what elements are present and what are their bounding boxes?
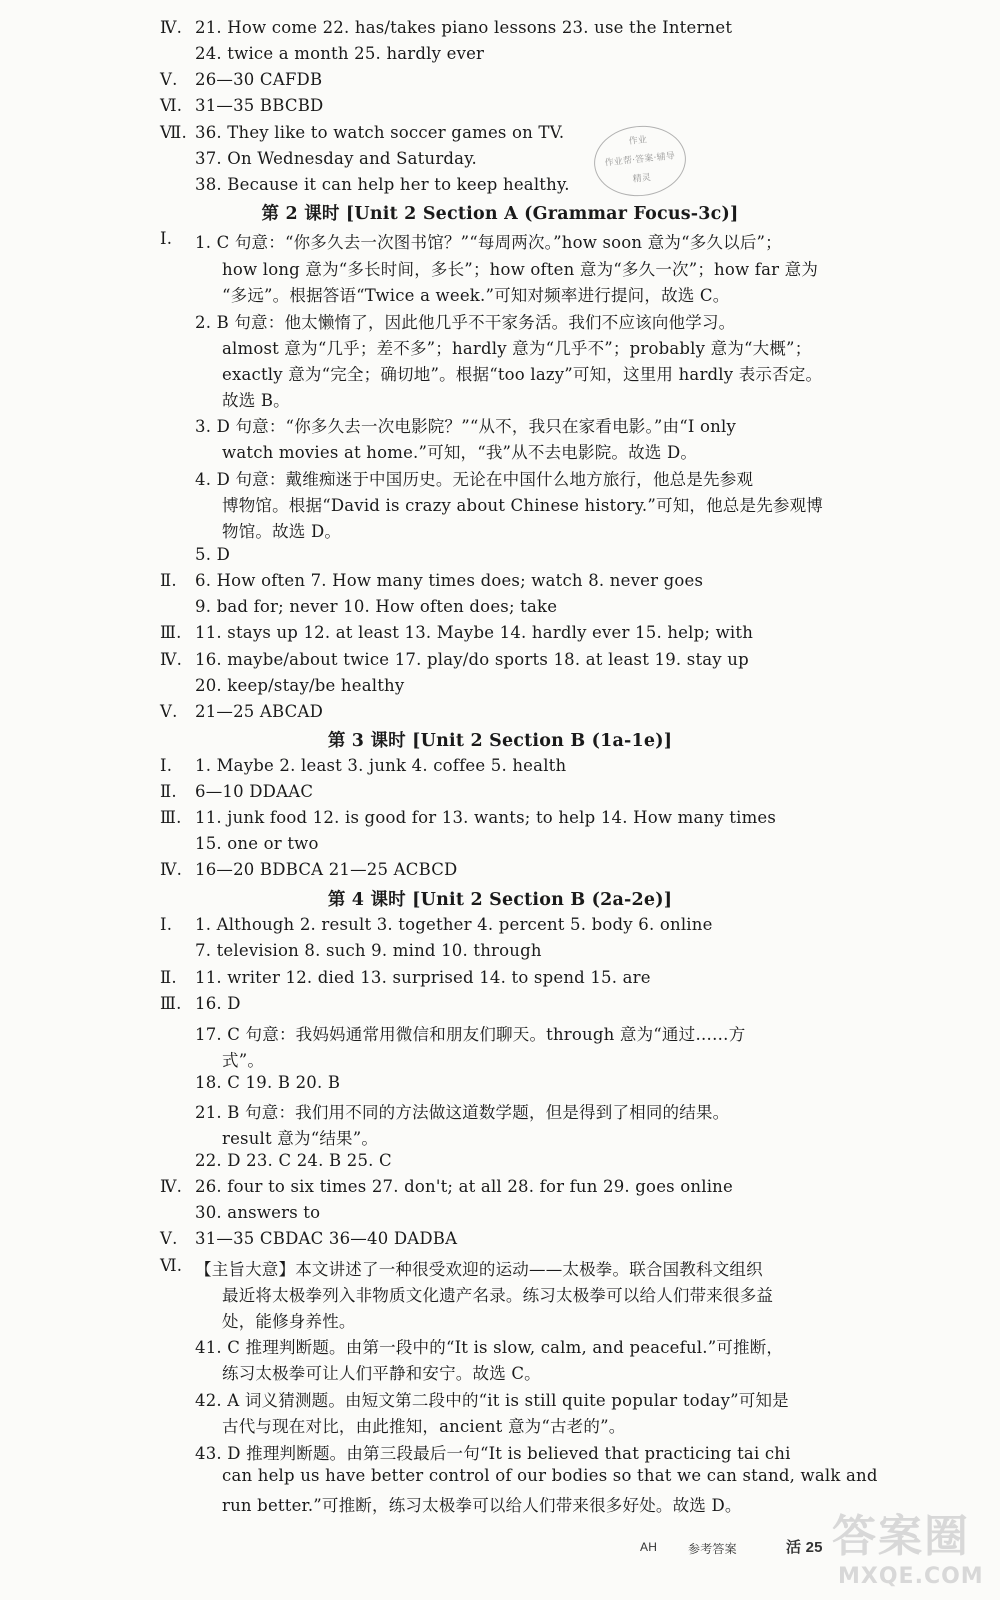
answer-line: 9. bad for; never 10. How often does; take <box>195 597 558 616</box>
answer-line: 6—10 DDAAC <box>195 782 314 801</box>
stamp-middle-text: 作业帮·答案·辅导 <box>604 151 676 169</box>
answer-line: 42. A 词义猜测题。由短文第二段中的“it is still quite popular today”可知是 <box>195 1391 789 1410</box>
footer-label: 参考答案 <box>688 1542 737 1556</box>
lesson-heading: 第 2 课时 [Unit 2 Section A (Grammar Focus-3c)] <box>261 204 739 224</box>
answer-line: 11. junk food 12. is good for 13. wants; to help 14. How many times <box>195 808 777 827</box>
section-numeral: Ⅰ. <box>160 915 173 934</box>
answer-line: 17. C 句意：我妈妈通常用微信和朋友们聊天。through 意为“通过……方 <box>195 1025 746 1044</box>
answer-line: 43. D 推理判断题。由第三段最后一句“It is believed that practicing tai chi <box>195 1444 791 1463</box>
answer-line: 6. How often 7. How many times does; watch 8. never goes <box>195 571 704 590</box>
answer-line: 物馆。故选 D。 <box>222 522 342 541</box>
answer-line: can help us have better control of our bodies so that we can stand, walk and <box>222 1466 878 1485</box>
answer-line: 31—35 BBCBD <box>195 96 324 115</box>
answer-line: 博物馆。根据“David is crazy about Chinese history.”可知，他总是先参观博 <box>222 496 823 515</box>
section-numeral: Ⅲ. <box>160 623 182 642</box>
section-numeral: Ⅱ. <box>160 968 177 987</box>
answer-line: watch movies at home.”可知，“我”从不去电影院。故选 D。 <box>222 443 698 462</box>
answer-line: 26. four to six times 27. don't; at all 28. for fun 29. goes online <box>195 1177 733 1196</box>
answer-line: 36. They like to watch soccer games on TV. <box>195 123 565 142</box>
answer-line: 7. television 8. such 9. mind 10. through <box>195 941 542 960</box>
watermark-logo <box>820 1500 990 1600</box>
answer-line: 30. answers to <box>195 1203 321 1222</box>
answer-line: 16. maybe/about twice 17. play/do sports 18. at least 19. stay up <box>195 650 749 669</box>
section-numeral: Ⅴ. <box>160 70 178 89</box>
answer-line: 1. C 句意：“你多久去一次图书馆？”“每周两次。”how soon 意为“多久以后”； <box>195 233 782 252</box>
page-number: 活 25 <box>786 1539 823 1556</box>
section-numeral: Ⅶ. <box>160 123 187 142</box>
answer-line: 16. D <box>195 994 241 1013</box>
section-numeral: Ⅲ. <box>160 994 182 1013</box>
answer-line: 最近将太极拳列入非物质文化遗产名录。练习太极拳可以给人们带来很多益 <box>222 1286 774 1305</box>
answer-line: 故选 B。 <box>222 391 290 410</box>
stamp-top-text: 作业 <box>628 135 648 148</box>
answer-line: 练习太极拳可让人们平静和安宁。故选 C。 <box>222 1364 541 1383</box>
answer-line: 41. C 推理判断题。由第一段中的“It is slow, calm, and peaceful.”可推断， <box>195 1338 784 1357</box>
section-numeral: Ⅵ. <box>160 96 183 115</box>
answer-line: 处，能修身养性。 <box>222 1312 356 1331</box>
answer-line: 24. twice a month 25. hardly ever <box>195 44 485 63</box>
answer-line: 1. Maybe 2. least 3. junk 4. coffee 5. health <box>195 756 567 775</box>
answer-line: 【主旨大意】本文讲述了一种很受欢迎的运动——太极拳。联合国教科文组织 <box>195 1260 763 1279</box>
answer-line: 3. D 句意：“你多久去一次电影院？”“从不，我只在家看电影。”由“I only <box>195 417 737 436</box>
section-numeral: Ⅳ. <box>160 18 183 37</box>
answer-line: almost 意为“几乎；差不多”；hardly 意为“几乎不”；probably 意为“大概”； <box>222 339 812 358</box>
answer-line: 21. How come 22. has/takes piano lessons 23. use the Internet <box>195 18 733 37</box>
answer-line: 37. On Wednesday and Saturday. <box>195 149 477 168</box>
answer-line: 1. Although 2. result 3. together 4. percent 5. body 6. online <box>195 915 713 934</box>
answer-line: 22. D 23. C 24. B 25. C <box>195 1151 392 1170</box>
section-numeral: Ⅰ. <box>160 756 173 775</box>
stamp-bottom-text: 精灵 <box>632 172 652 185</box>
answer-line: “多远”。根据答语“Twice a week.”可知对频率进行提问，故选 C。 <box>222 286 730 305</box>
answer-line: 16—20 BDBCA 21—25 ACBCD <box>195 860 458 879</box>
answer-line: 5. D <box>195 545 231 564</box>
answer-line: exactly 意为“完全；确切地”。根据“too lazy”可知，这里用 hardly 表示否定。 <box>222 365 823 384</box>
answer-line: 4. D 句意：戴维痴迷于中国历史。无论在中国什么地方旅行，他总是先参观 <box>195 470 754 489</box>
answer-line: run better.”可推断，练习太极拳可以给人们带来很多好处。故选 D。 <box>222 1496 742 1515</box>
lesson-heading: 第 4 课时 [Unit 2 Section B (2a-2e)] <box>327 890 673 910</box>
answer-line: 11. writer 12. died 13. surprised 14. to spend 15. are <box>195 968 651 987</box>
section-numeral: Ⅳ. <box>160 860 183 879</box>
answer-line: 15. one or two <box>195 834 319 853</box>
section-numeral: Ⅴ. <box>160 702 178 721</box>
footer-region: AH <box>640 1540 658 1554</box>
section-numeral: Ⅰ. <box>160 229 173 248</box>
section-numeral: Ⅱ. <box>160 571 177 590</box>
section-numeral: Ⅳ. <box>160 1177 183 1196</box>
answer-line: 20. keep/stay/be healthy <box>195 676 405 695</box>
answer-line: 26—30 CAFDB <box>195 70 323 89</box>
answer-line: 21. B 句意：我们用不同的方法做这道数学题，但是得到了相同的结果。 <box>195 1103 730 1122</box>
section-numeral: Ⅲ. <box>160 808 182 827</box>
answer-line: result 意为“结果”。 <box>222 1129 379 1148</box>
answer-line: 古代与现在对比，由此推知，ancient 意为“古老的”。 <box>222 1417 626 1436</box>
section-numeral: Ⅳ. <box>160 650 183 669</box>
answer-line: 21—25 ABCAD <box>195 702 324 721</box>
lesson-heading: 第 3 课时 [Unit 2 Section B (1a-1e)] <box>327 731 673 751</box>
section-numeral: Ⅱ. <box>160 782 177 801</box>
answer-line: 2. B 句意：他太懒惰了，因此他几乎不干家务活。我们不应该向他学习。 <box>195 313 736 332</box>
watermark-en: MXQE.COM <box>838 1564 984 1589</box>
answer-line: 式”。 <box>222 1051 265 1070</box>
answer-line: 18. C 19. B 20. B <box>195 1073 341 1092</box>
stamp-seal <box>591 121 690 200</box>
section-numeral: Ⅵ. <box>160 1256 183 1275</box>
answer-line: 11. stays up 12. at least 13. Maybe 14. hardly ever 15. help; with <box>195 623 754 642</box>
answer-line: 31—35 CBDAC 36—40 DADBA <box>195 1229 458 1248</box>
answer-line: 38. Because it can help her to keep healthy. <box>195 175 570 194</box>
section-numeral: Ⅴ. <box>160 1229 178 1248</box>
answer-line: how long 意为“多长时间，多长”；how often 意为“多久一次”；how far 意为 <box>222 260 819 279</box>
watermark-cn: 答案圈 <box>832 1511 970 1562</box>
